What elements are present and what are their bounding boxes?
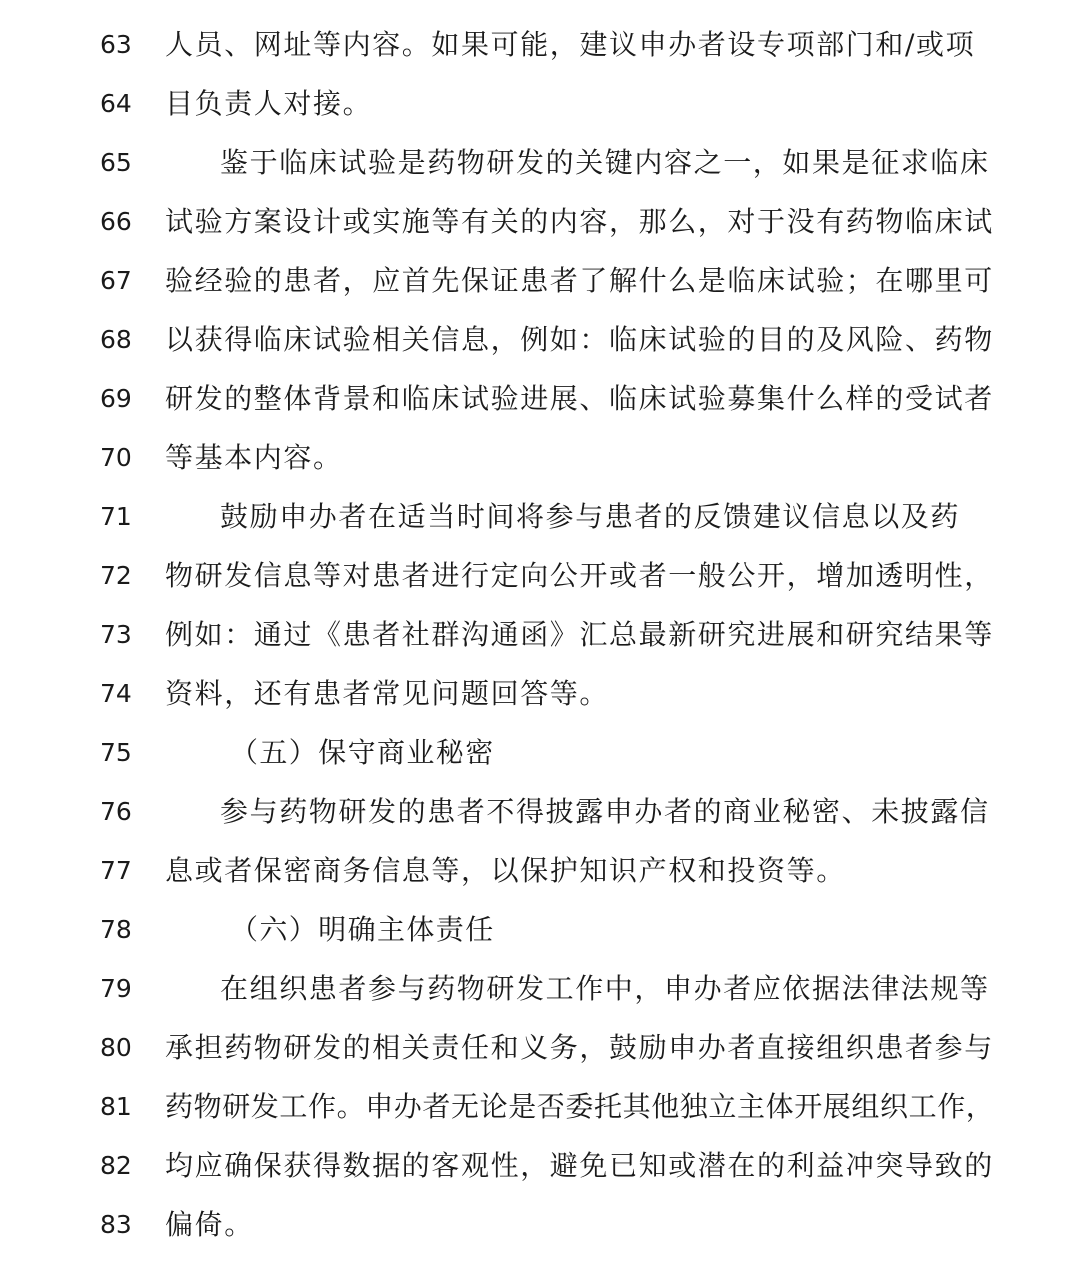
line-71: [0, 487, 1080, 546]
line-text: 等基本内容。: [165, 441, 343, 474]
line-text: 例如：通过《患者社群沟通函》汇总最新研究进展和研究结果等: [165, 618, 994, 651]
line-63: [0, 15, 1080, 74]
line-number: 82: [100, 1151, 132, 1180]
line-number: 67: [100, 266, 132, 295]
line-number: 75: [100, 738, 132, 767]
line-text: 人员、网址等内容。如果可能，建议申办者设专项部门和/或项: [165, 28, 976, 61]
line-80: [0, 1018, 1080, 1077]
section-heading: （六）明确主体责任: [230, 913, 495, 946]
line-number: 81: [100, 1092, 132, 1121]
line-number: 79: [100, 974, 132, 1003]
line-text: 试验方案设计或实施等有关的内容，那么，对于没有药物临床试: [165, 205, 994, 238]
line-number: 68: [100, 325, 132, 354]
line-75: [0, 723, 1080, 782]
line-number: 80: [100, 1033, 132, 1062]
line-number: 83: [100, 1210, 132, 1239]
line-text: 在组织患者参与药物研发工作中，申办者应依据法律法规等: [220, 972, 990, 1005]
line-number: 63: [100, 30, 132, 59]
line-78: [0, 900, 1080, 959]
line-text: 参与药物研发的患者不得披露申办者的商业秘密、未披露信: [220, 795, 990, 828]
line-number: 74: [100, 679, 132, 708]
line-text: 息或者保密商务信息等，以保护知识产权和投资等。: [165, 854, 846, 887]
line-66: [0, 192, 1080, 251]
line-text: 以获得临床试验相关信息，例如：临床试验的目的及风险、药物: [165, 323, 994, 356]
line-text: 资料，还有患者常见问题回答等。: [165, 677, 610, 710]
line-number: 65: [100, 148, 132, 177]
line-text: 均应确保获得数据的客观性，避免已知或潜在的利益冲突导致的: [165, 1149, 994, 1182]
line-68: [0, 310, 1080, 369]
section-heading: （五）保守商业秘密: [230, 736, 495, 769]
line-82: [0, 1136, 1080, 1195]
line-69: [0, 369, 1080, 428]
line-number: 76: [100, 797, 132, 826]
line-67: [0, 251, 1080, 310]
line-number: 78: [100, 915, 132, 944]
line-number: 69: [100, 384, 132, 413]
line-64: [0, 74, 1080, 133]
line-text: 物研发信息等对患者进行定向公开或者一般公开，增加透明性，: [165, 559, 994, 592]
line-text: 药物研发工作。申办者无论是否委托其他独立主体开展组织工作，: [165, 1090, 995, 1123]
line-number: 73: [100, 620, 132, 649]
line-text: 研发的整体背景和临床试验进展、临床试验募集什么样的受试者: [165, 382, 994, 415]
line-text: 鉴于临床试验是药物研发的关键内容之一，如果是征求临床: [220, 146, 990, 179]
line-73: [0, 605, 1080, 664]
line-text: 目负责人对接。: [165, 87, 373, 120]
line-74: [0, 664, 1080, 723]
line-text: 承担药物研发的相关责任和义务，鼓励申办者直接组织患者参与: [165, 1031, 994, 1064]
line-72: [0, 546, 1080, 605]
line-number: 77: [100, 856, 132, 885]
line-65: [0, 133, 1080, 192]
line-text: 验经验的患者，应首先保证患者了解什么是临床试验；在哪里可: [165, 264, 994, 297]
line-79: [0, 959, 1080, 1018]
line-number: 71: [100, 502, 132, 531]
line-number: 70: [100, 443, 132, 472]
line-number: 66: [100, 207, 132, 236]
line-76: [0, 782, 1080, 841]
line-text: 偏倚。: [165, 1208, 254, 1241]
line-70: [0, 428, 1080, 487]
line-77: [0, 841, 1080, 900]
line-text: 鼓励申办者在适当时间将参与患者的反馈建议信息以及药: [220, 500, 961, 533]
line-83: [0, 1195, 1080, 1254]
line-number: 72: [100, 561, 132, 590]
line-81: [0, 1077, 1080, 1136]
line-number: 64: [100, 89, 132, 118]
